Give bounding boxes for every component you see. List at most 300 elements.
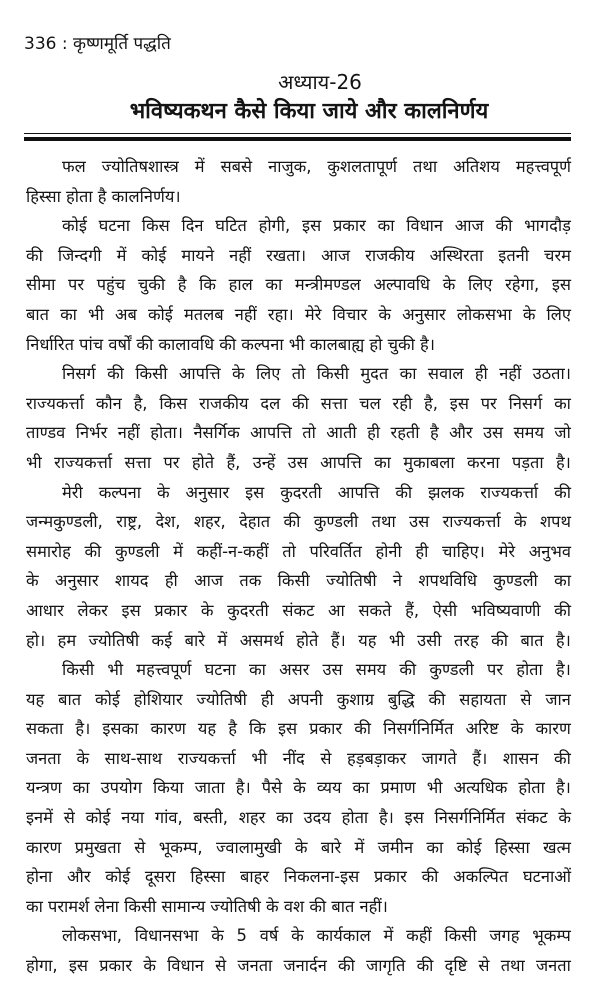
word: प्रकार <box>373 867 407 887</box>
running-head <box>24 34 171 54</box>
word: प्रकार <box>99 956 133 976</box>
word: अस्थिरता <box>429 245 484 265</box>
word: जमीन <box>377 837 414 857</box>
word: किसी <box>316 364 349 384</box>
word: इस <box>551 275 571 295</box>
word: रहती <box>390 423 420 443</box>
word: दल <box>260 393 281 413</box>
word: व्यय <box>316 778 342 798</box>
text-line <box>26 685 571 715</box>
word: इस <box>404 808 424 828</box>
word: जनता <box>535 956 571 976</box>
word: सबसे <box>220 157 253 176</box>
word: अनुसार <box>54 571 99 591</box>
word: पर <box>487 660 504 680</box>
word: के <box>514 512 527 532</box>
word: भी <box>388 630 405 650</box>
word: मेरी <box>62 482 83 502</box>
word: के <box>26 571 39 591</box>
word: बुद्धि <box>387 689 415 709</box>
word: की <box>399 660 417 680</box>
word: के <box>522 304 536 324</box>
word: मेरे <box>498 541 516 561</box>
chapter-number: अध्याय-26 <box>278 70 362 94</box>
word: ही <box>164 571 178 591</box>
word: अनुभव <box>528 541 571 561</box>
word: देहात <box>239 512 271 532</box>
word: निसर्ग <box>508 393 543 413</box>
text-line: का परामर्श लेना किसी सामान्य ज्योतिषी के वश की बात नहीं। <box>26 896 388 916</box>
word: भी <box>426 778 443 798</box>
word: होनी <box>375 541 402 561</box>
word: तक <box>239 571 262 591</box>
word: का <box>276 808 293 828</box>
word: की <box>421 867 439 887</box>
chapter-title: भविष्यकथन कैसे किया जाये और कालनिर्णय <box>129 99 489 124</box>
word: लिए <box>467 275 493 295</box>
word: के <box>211 926 224 946</box>
word: की <box>84 541 102 561</box>
word: किस <box>141 216 170 236</box>
word: पर <box>163 452 180 472</box>
word: पर <box>68 275 85 295</box>
word: का <box>72 778 90 798</box>
word: की <box>428 689 446 709</box>
word: के <box>156 482 170 502</box>
word: का <box>374 452 391 472</box>
word: मतलब <box>183 304 224 324</box>
word: ही <box>260 689 274 709</box>
word: हैं, <box>226 452 241 472</box>
word: अपनी <box>287 689 323 709</box>
word: है। <box>555 660 571 680</box>
word: बात <box>58 689 82 709</box>
word: नाजुक, <box>268 157 312 176</box>
word: हिस्सा <box>494 837 530 857</box>
word: साथ-साथ <box>104 748 163 768</box>
word: कारण <box>26 837 62 857</box>
word: और <box>67 867 91 887</box>
word: समय <box>513 423 544 443</box>
word: आज <box>321 245 351 265</box>
word: पहुंच <box>96 275 126 295</box>
word: तो <box>282 541 296 561</box>
word: की <box>283 512 301 532</box>
word: फल <box>62 157 86 176</box>
word: यन्त्रण <box>26 778 62 798</box>
word: तरह <box>453 630 479 650</box>
word: है <box>177 275 187 295</box>
word: होगा, <box>26 956 58 976</box>
word: प्रमाण <box>380 778 416 798</box>
word: होते <box>296 630 319 650</box>
word: प्रमुखता <box>74 837 121 857</box>
word: का <box>352 778 370 798</box>
word: कि <box>249 719 266 739</box>
word: उदय <box>303 808 331 828</box>
word: के <box>143 956 156 976</box>
word: अतिशय <box>453 157 500 176</box>
word: होता <box>341 808 369 828</box>
word: ज्योतिषी <box>326 571 377 591</box>
word: की <box>26 245 43 265</box>
word: से <box>320 748 332 768</box>
word: की <box>292 393 309 413</box>
word: सत्ता <box>124 452 152 472</box>
text-line <box>26 626 571 656</box>
word: का <box>399 364 417 384</box>
word: हड़बड़ाकर <box>347 748 407 768</box>
word: सत्ता <box>320 393 348 413</box>
word: भविष्यवाणी <box>470 600 541 620</box>
word: रहा। <box>267 304 294 324</box>
word: सवाल <box>427 364 464 384</box>
word: गांव, <box>154 808 183 828</box>
word: इनमें <box>26 808 53 828</box>
word: हो। <box>26 630 46 650</box>
word: सहायता <box>459 689 507 709</box>
word: उन्हें <box>252 452 276 472</box>
word: अनुसार <box>402 304 446 324</box>
word: होते <box>191 452 215 472</box>
word: कारण <box>535 719 571 739</box>
word: में <box>173 541 183 561</box>
word: किस <box>159 393 188 413</box>
word: भी <box>26 452 42 472</box>
word: कि <box>199 275 216 295</box>
text-line <box>26 241 571 271</box>
word: तो <box>291 364 306 384</box>
word: की <box>395 482 413 502</box>
word: इस <box>277 719 298 739</box>
word: कुण्डली <box>493 571 538 591</box>
word: है। <box>378 808 394 828</box>
word: वर्ष <box>259 926 279 946</box>
word: कुदरती <box>227 600 269 620</box>
text-line <box>26 566 571 596</box>
text-line <box>26 359 571 389</box>
word: नया <box>121 808 145 828</box>
word: निर्भर <box>75 423 108 443</box>
word: इस <box>302 216 322 236</box>
word: किसी <box>444 926 477 946</box>
word: राज्यकर्त्ता <box>480 482 539 502</box>
word: बाहर <box>239 867 269 887</box>
word: यह <box>358 630 377 650</box>
word: ज्योतिषी <box>196 689 247 709</box>
word: बस्ती, <box>193 808 228 828</box>
word: किया <box>153 778 184 798</box>
word: तथा <box>371 512 396 532</box>
text-line <box>26 507 571 537</box>
word: निकलना-इस <box>283 867 360 887</box>
word: का <box>554 393 571 413</box>
word: जगह <box>489 926 520 946</box>
word: से <box>478 956 490 976</box>
page-number: 336 <box>24 34 57 54</box>
word: ने <box>392 571 403 591</box>
word: प्रकार <box>309 719 343 739</box>
text-line <box>26 300 571 330</box>
word: के <box>200 600 214 620</box>
word: महत्त्वपूर्ण <box>515 157 571 176</box>
word: किसी <box>62 660 95 680</box>
word: ज्वालामुखी <box>215 837 282 857</box>
word: है। <box>235 778 251 798</box>
word: उपयोग <box>100 778 142 798</box>
word: सीमा <box>26 275 56 295</box>
word: है, <box>424 393 438 413</box>
word: बात <box>26 304 49 324</box>
word: नींद <box>282 748 305 768</box>
word: यह <box>197 719 217 739</box>
word: निसर्ग <box>62 364 96 384</box>
word: समय <box>355 660 387 680</box>
word: की <box>554 600 571 620</box>
word: ताण्डव <box>26 423 66 443</box>
word: खत्म <box>543 837 571 857</box>
word: घटना <box>204 660 236 680</box>
word: नहीं <box>499 364 522 384</box>
word: ही <box>474 364 488 384</box>
word: बारे <box>320 837 342 857</box>
word: तो <box>302 423 316 443</box>
word: चल <box>359 393 381 413</box>
word: शायद <box>114 571 149 591</box>
text-line <box>26 714 571 744</box>
word: शहर, <box>193 512 226 532</box>
word: शपथ <box>540 512 571 532</box>
word: भी <box>88 304 104 324</box>
word: का <box>60 304 77 324</box>
word: घटनाओं <box>522 867 571 887</box>
word: उठता। <box>532 364 571 384</box>
word: चुकी <box>137 275 166 295</box>
word: की <box>491 630 508 650</box>
text-line <box>26 211 571 241</box>
word: के <box>442 275 456 295</box>
word: होगी, <box>258 216 291 236</box>
text-line <box>26 389 571 419</box>
word: की <box>554 748 571 768</box>
word: कई <box>151 630 173 650</box>
word: अल्पावधि <box>373 275 431 295</box>
word: की <box>107 364 124 384</box>
word: दिन <box>181 216 204 236</box>
word: है। <box>75 719 91 739</box>
word: जागृति <box>366 956 406 976</box>
word: संकट <box>515 808 548 828</box>
word: कारण <box>150 719 186 739</box>
word: उस <box>322 660 343 680</box>
body-text <box>26 152 571 981</box>
word: के <box>291 926 304 946</box>
word: देश, <box>155 512 181 532</box>
word: यह <box>26 689 45 709</box>
word: का <box>265 275 283 295</box>
word: विचार <box>332 304 368 324</box>
word: उस <box>287 452 308 472</box>
word: कुण्डली <box>114 541 160 561</box>
word: कहीं <box>406 926 432 946</box>
word: है। <box>555 630 571 650</box>
word: है <box>228 719 237 739</box>
word: कुण्डली <box>313 512 359 532</box>
word: पैसे <box>261 778 283 798</box>
text-line <box>26 655 571 685</box>
word: होता <box>518 778 545 798</box>
word: कुदरती <box>280 482 322 502</box>
word: सकता <box>26 719 64 739</box>
word: करना <box>466 452 500 472</box>
word: अरिष्ट <box>465 719 499 739</box>
word: से <box>215 956 227 976</box>
word: अब <box>114 304 137 324</box>
word: आ <box>328 600 345 620</box>
word: ही <box>415 541 429 561</box>
word: शपथविधि <box>418 571 477 591</box>
word: ज्योतिषी <box>88 630 140 650</box>
word: इस <box>449 393 469 413</box>
word: आती <box>326 423 357 443</box>
word: होता। <box>150 423 183 443</box>
word: नहीं <box>229 245 252 265</box>
word: कोई <box>456 837 482 857</box>
word: नहीं <box>117 423 140 443</box>
text-line <box>26 418 571 448</box>
word: हम <box>57 630 77 650</box>
word: शहर <box>238 808 266 828</box>
word: होता <box>516 660 543 680</box>
word: का <box>554 571 571 591</box>
word: के <box>510 719 524 739</box>
word: असर <box>279 660 310 680</box>
word: में <box>116 245 127 265</box>
word: कोई <box>85 808 111 828</box>
word: तथा <box>413 157 438 176</box>
word: हैं। <box>472 748 488 768</box>
word: भागदौड़ <box>524 216 571 236</box>
word: की <box>354 719 372 739</box>
word: इसका <box>102 719 139 739</box>
word: अकल्पित <box>453 867 509 887</box>
word: के <box>378 304 391 324</box>
word: उस <box>409 512 430 532</box>
word: जन्मकुण्डली, <box>26 512 103 532</box>
word: कहीं-न-कहीं <box>196 541 269 561</box>
word: के <box>231 364 245 384</box>
word: कोई <box>94 689 120 709</box>
word: विधान <box>406 216 444 236</box>
word: भी <box>251 748 268 768</box>
word: की <box>495 216 513 236</box>
word: ऐसी <box>432 600 458 620</box>
word: चाहिए। <box>442 541 485 561</box>
word: इस <box>245 482 265 502</box>
word: दूसरा <box>144 867 176 887</box>
word: कुशाग्र <box>336 689 375 709</box>
word: जान <box>545 689 571 709</box>
word: कल्पना <box>98 482 141 502</box>
word: कोई <box>141 245 167 265</box>
word: रही <box>392 393 413 413</box>
word: अनुसार <box>185 482 230 502</box>
word: कुण्डली <box>429 660 474 680</box>
word: चरम <box>544 245 571 265</box>
word: राज्यकर्त्ता <box>26 393 84 413</box>
word: पर <box>480 393 497 413</box>
word: राजकीय <box>199 393 249 413</box>
word: का <box>426 837 444 857</box>
word: राज्यकर्त्ता <box>177 748 236 768</box>
word: आपत्ति <box>250 423 292 443</box>
word: है, <box>133 393 148 413</box>
word: लोकसभा, <box>62 926 123 946</box>
word: की <box>416 956 434 976</box>
word: में <box>194 157 205 176</box>
word: समारोह <box>26 541 71 561</box>
word: हाल <box>228 275 253 295</box>
word: कुशलतापूर्ण <box>327 157 398 176</box>
word: भूकम्प <box>532 926 571 946</box>
word: जनता <box>26 748 61 768</box>
word: की <box>338 956 355 976</box>
word: उसी <box>417 630 442 650</box>
word: का <box>249 660 266 680</box>
word: है। <box>555 778 571 798</box>
word: राज्यकर्त्ता <box>54 452 113 472</box>
word: और <box>449 423 473 443</box>
text-line: हिस्सा होता है कालनिर्णय। <box>26 186 181 206</box>
word: मेरे <box>304 304 322 324</box>
word: जागते <box>421 748 457 768</box>
text-line <box>26 921 571 951</box>
word: है <box>429 423 439 443</box>
word: परिवर्तित <box>309 541 362 561</box>
word: रखता। <box>266 245 307 265</box>
word: निसर्गनिर्मित <box>383 719 454 739</box>
word: हिस्सा <box>190 867 226 887</box>
word: हैं। <box>330 630 346 650</box>
word: लिए <box>255 364 281 384</box>
word: जनता <box>237 956 273 976</box>
word: असमर्थ <box>239 630 284 650</box>
word: प्रकार <box>154 600 188 620</box>
text-line <box>26 537 571 567</box>
word: विधान <box>167 956 204 976</box>
word: नैसर्गिक <box>193 423 240 443</box>
word: से <box>520 689 532 709</box>
word: ही <box>367 423 381 443</box>
word: विधानसभा <box>134 926 199 946</box>
word: इतनी <box>498 245 529 265</box>
text-line <box>26 152 571 182</box>
text-line <box>26 862 571 892</box>
word: आपत्ति <box>320 452 362 472</box>
word: लिए <box>546 304 571 324</box>
word: किसी <box>277 571 310 591</box>
word: में <box>354 837 365 857</box>
header-rule-thin <box>24 133 571 134</box>
text-line <box>26 833 571 863</box>
word: कोई <box>147 304 173 324</box>
word: मुकाबला <box>403 452 455 472</box>
word: से <box>134 837 146 857</box>
word: है। <box>555 452 571 472</box>
word: तथा <box>500 956 525 976</box>
word: मन्त्रीमण्डल <box>294 275 361 295</box>
text-line <box>26 448 571 478</box>
